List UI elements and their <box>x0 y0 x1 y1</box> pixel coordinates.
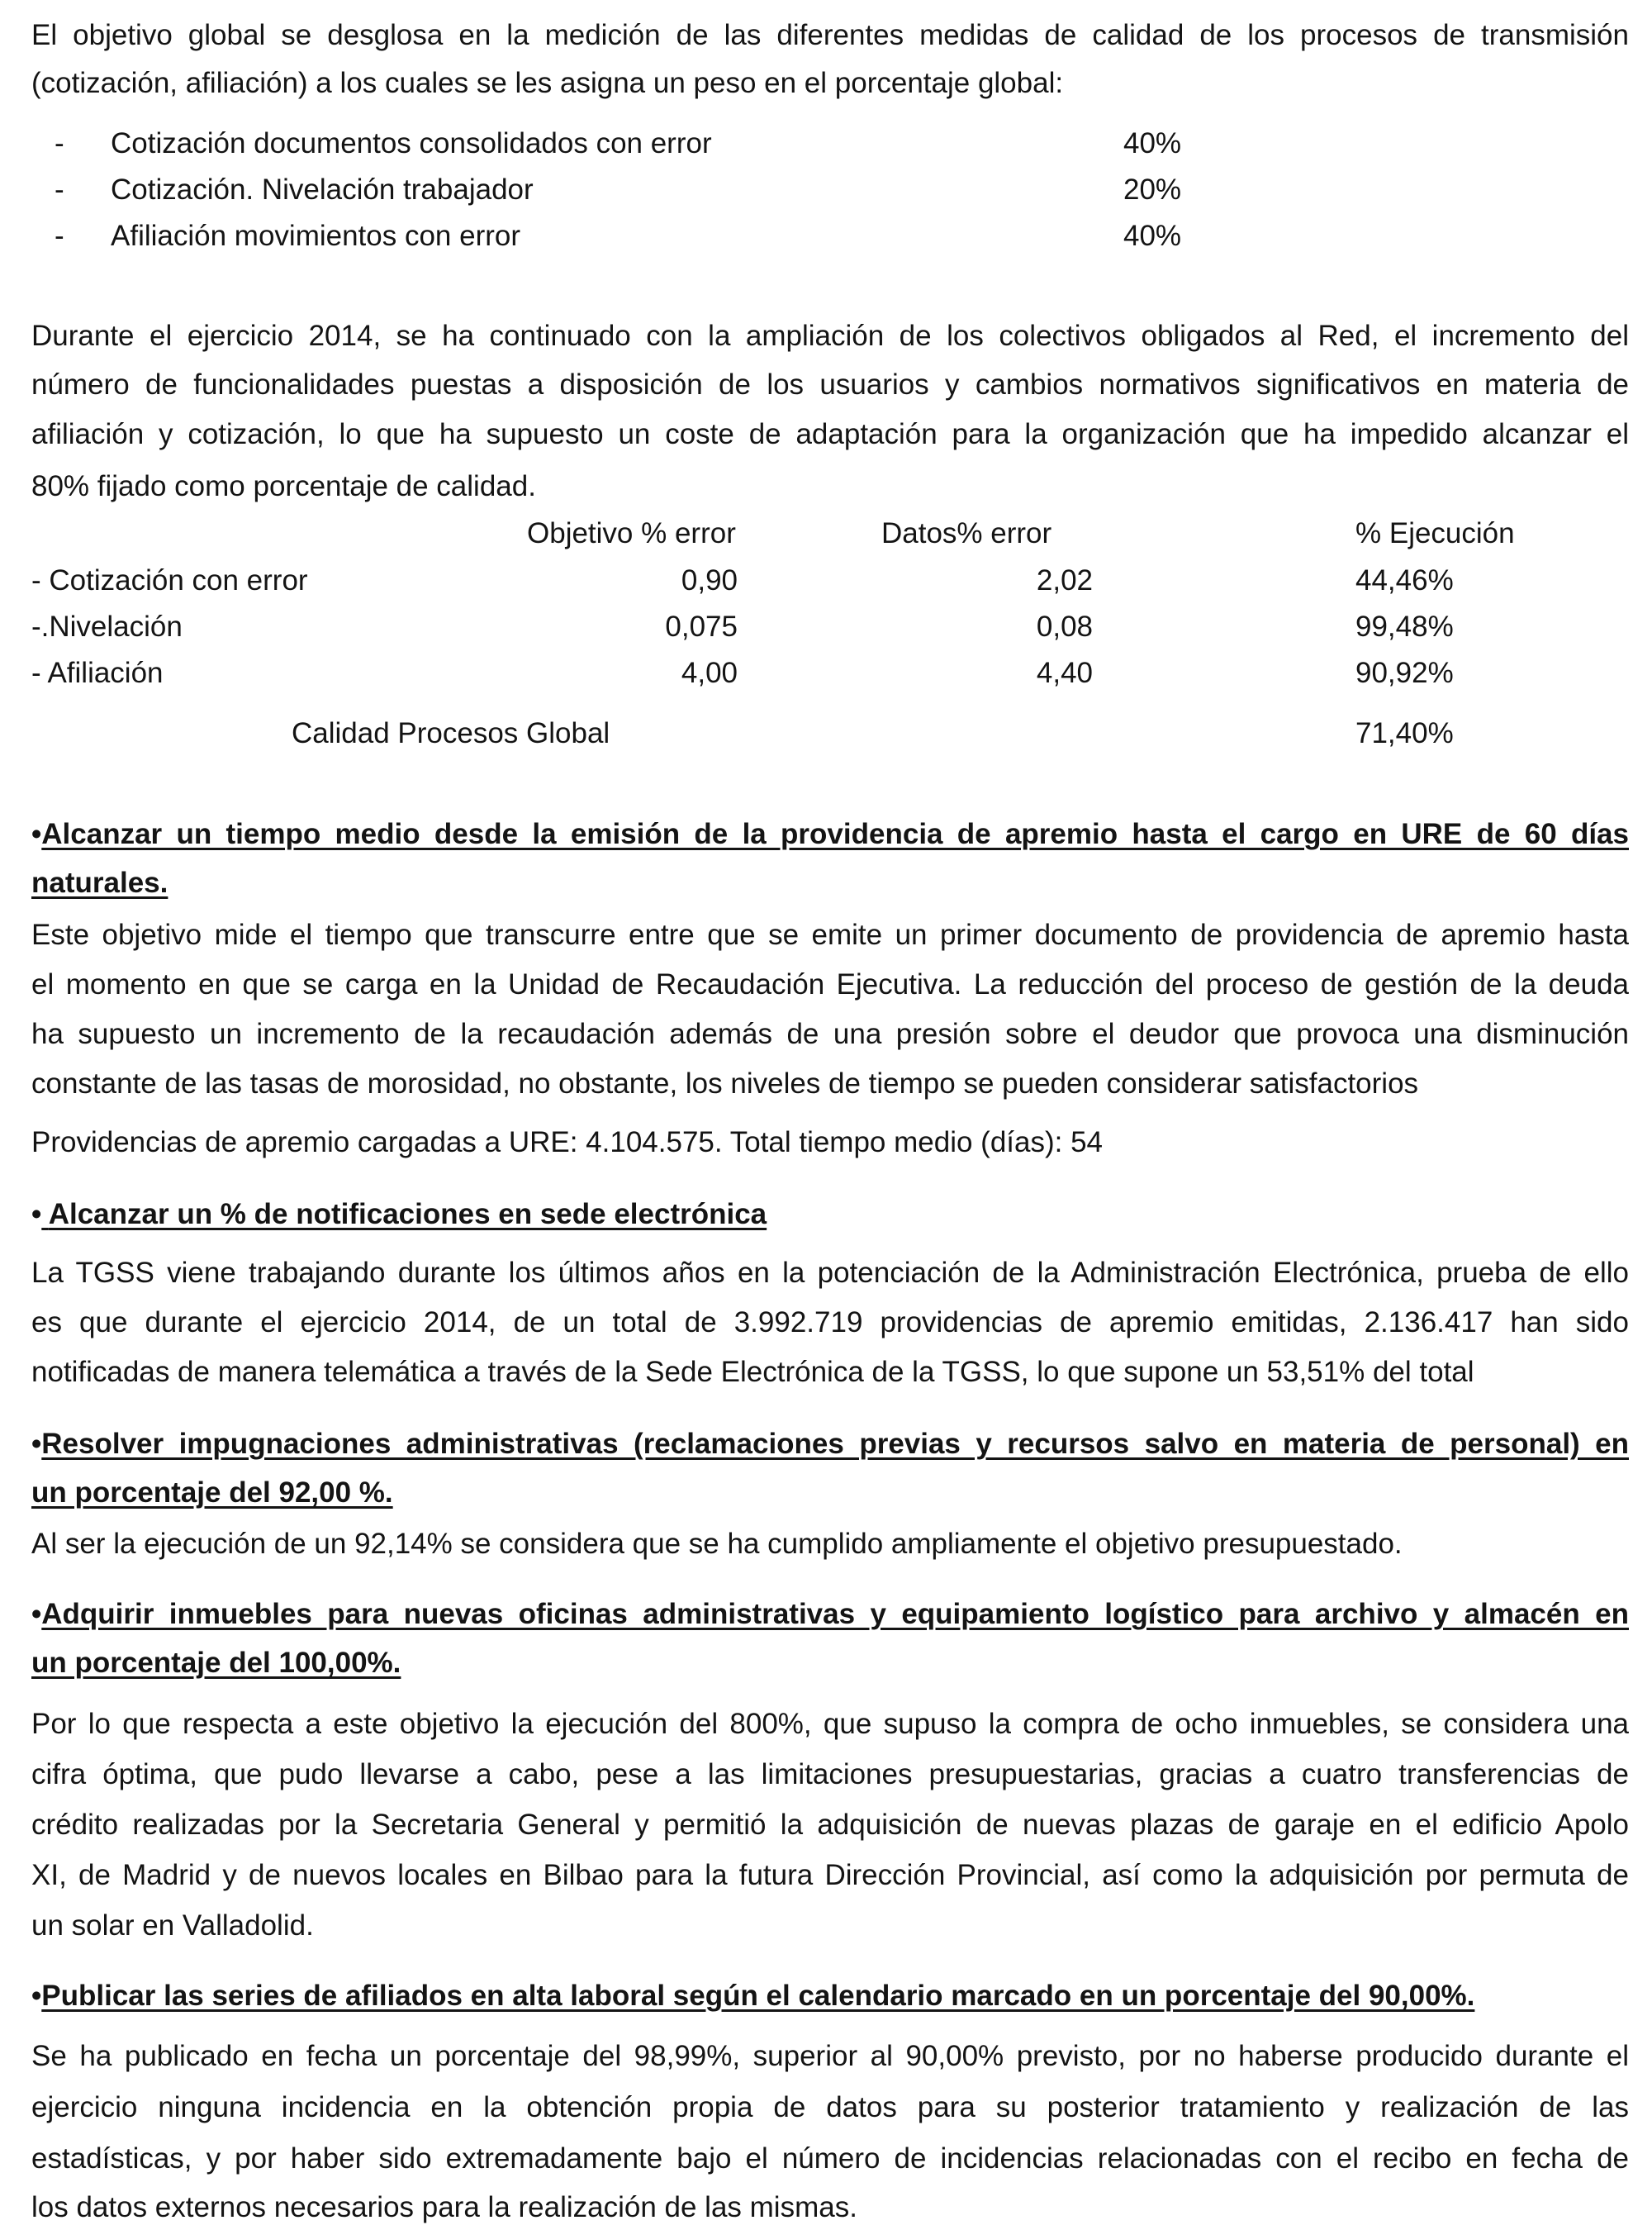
table-row-name: - Cotización con error <box>31 564 308 597</box>
section-heading-series-afiliados <box>31 1979 1629 2013</box>
column-header-objetivo: Objetivo % error <box>527 517 736 549</box>
section-heading-text: Alcanzar un % de notificaciones en sede electrónica <box>48 1198 767 1230</box>
sec1-stat: Providencias de apremio cargadas a URE: 4.104.575. Total tiempo medio (días): 54 <box>31 1126 1104 1158</box>
sec1-line-4: constante de las tasas de morosidad, no obstante, los niveles de tiempo se pueden considerar satisfactorios <box>31 1067 1419 1100</box>
section-heading-text: Publicar las series de afiliados en alta laboral según el calendario marcado en un porcentaje del 90,00%. <box>41 1980 1475 2012</box>
sec5-line-4: los datos externos necesarios para la realización de las mismas. <box>31 2191 857 2223</box>
bullet-icon: • <box>31 1428 42 1460</box>
para2-line-2: número de funcionalidades puestas a disposición de los usuarios y cambios normativos significativos en materia de <box>31 368 1629 401</box>
sec2-line-1: La TGSS viene trabajando durante los últimos años en la potenciación de la Administración Electrónica, prueba de ello <box>31 1257 1629 1289</box>
section-heading-text: Adquirir inmuebles para nuevas oficinas administrativas y equipamiento logístico para archivo y almacén en <box>41 1598 1629 1630</box>
sec4-line-2: cifra óptima, que pudo llevarse a cabo, pese a las limitaciones presupuestarias, gracias a cuatro transferencias de <box>31 1758 1629 1790</box>
column-header-datos: Datos% error <box>881 517 1052 549</box>
weight-percent: 40% <box>1123 127 1182 159</box>
intro-line-1: El objetivo global se desglosa en la medición de las diferentes medidas de calidad de los procesos de transmisión <box>31 19 1629 51</box>
section-heading-continued: naturales. <box>31 867 169 899</box>
sec3-line-1: Al ser la ejecución de un 92,14% se considera que se ha cumplido ampliamente el objetivo presupuestado. <box>31 1528 1403 1560</box>
table-cell-datos: 2,02 <box>1036 564 1093 597</box>
sec1-line-1: Este objetivo mide el tiempo que transcurre entre que se emite un primer documento de providencia de apremio hasta <box>31 919 1629 951</box>
sec5-line-3: estadísticas, y por haber sido extremadamente bajo el número de incidencias relacionadas con el recibo en fecha de <box>31 2142 1629 2175</box>
para2-line-3: afiliación y cotización, lo que ha supuesto un coste de adaptación para la organización que ha impedido alcanzar el <box>31 418 1629 450</box>
section-heading-impugnaciones <box>31 1427 1629 1462</box>
weight-label: Cotización. Nivelación trabajador <box>111 174 534 206</box>
table-cell-objetivo: 4,00 <box>681 657 738 689</box>
sec4-line-4: XI, de Madrid y de nuevos locales en Bilbao para la futura Dirección Provincial, así como la adquisición por permuta de <box>31 1859 1629 1891</box>
sec2-line-2: es que durante el ejercicio 2014, de un total de 3.992.719 providencias de apremio emitidas, 2.136.417 han sido <box>31 1306 1629 1338</box>
table-cell-objetivo: 0,075 <box>665 611 738 643</box>
section-heading-text: Resolver impugnaciones administrativas (reclamaciones previas y recursos salvo en materia de personal) en <box>41 1428 1629 1460</box>
table-cell-datos: 4,40 <box>1036 657 1093 689</box>
section-heading-tiempo-medio <box>31 817 1629 852</box>
weight-percent: 40% <box>1123 220 1182 252</box>
bullet-icon: • <box>31 1980 42 2012</box>
table-cell-ejecucion: 99,48% <box>1355 611 1454 643</box>
dash-marker: - <box>55 127 64 159</box>
table-row-name: -.Nivelación <box>31 611 183 643</box>
weight-label: Cotización documentos consolidados con error <box>111 127 712 159</box>
sec5-line-1: Se ha publicado en fecha un porcentaje del 98,99%, superior al 90,00% previsto, por no haberse producido durante el <box>31 2040 1629 2072</box>
table-row-name: - Afiliación <box>31 657 164 689</box>
table-cell-objetivo: 0,90 <box>681 564 738 597</box>
section-heading-notificaciones <box>31 1197 1629 1232</box>
table-cell-ejecucion: 44,46% <box>1355 564 1454 597</box>
table-total-value: 71,40% <box>1355 717 1454 749</box>
sec4-line-3: crédito realizadas por la Secretaria General y permitió la adquisición de nuevas plazas de garaje en el edificio Apolo <box>31 1809 1629 1841</box>
intro-line-2: (cotización, afiliación) a los cuales se les asigna un peso en el porcentaje global: <box>31 67 1064 99</box>
sec2-line-3: notificadas de manera telemática a través de la Sede Electrónica de la TGSS, lo que supone un 53,51% del total <box>31 1356 1474 1388</box>
section-heading-continued: un porcentaje del 100,00%. <box>31 1647 401 1679</box>
bullet-icon: • <box>31 1198 42 1230</box>
dash-marker: - <box>55 220 64 252</box>
bullet-icon: • <box>31 818 42 850</box>
section-heading-text: Alcanzar un tiempo medio desde la emisión de la providencia de apremio hasta el cargo en URE de 60 días <box>41 818 1629 850</box>
weight-label: Afiliación movimientos con error <box>111 220 521 252</box>
section-heading-continued: un porcentaje del 92,00 %. <box>31 1476 393 1509</box>
sec4-line-5: un solar en Valladolid. <box>31 1909 314 1942</box>
sec4-line-1: Por lo que respecta a este objetivo la ejecución del 800%, que supuso la compra de ocho inmuebles, se considera una <box>31 1708 1629 1740</box>
bullet-icon: • <box>31 1598 42 1630</box>
table-cell-ejecucion: 90,92% <box>1355 657 1454 689</box>
para2-line-4: 80% fijado como porcentaje de calidad. <box>31 470 536 502</box>
sec1-line-3: ha supuesto un incremento de la recaudación además de una presión sobre el deudor que provoca una disminución <box>31 1018 1629 1050</box>
para2-line-1: Durante el ejercicio 2014, se ha continuado con la ampliación de los colectivos obligados al Red, el incremento del <box>31 320 1629 352</box>
sec5-line-2: ejercicio ninguna incidencia en la obtención propia de datos para su posterior tratamiento y realización de las <box>31 2091 1629 2123</box>
section-heading-inmuebles <box>31 1597 1629 1632</box>
table-cell-datos: 0,08 <box>1036 611 1093 643</box>
table-total-label: Calidad Procesos Global <box>292 717 610 749</box>
dash-marker: - <box>55 174 64 206</box>
sec1-line-2: el momento en que se carga en la Unidad de Recaudación Ejecutiva. La reducción del proceso de gestión de la deuda <box>31 968 1629 1001</box>
column-header-ejecucion: % Ejecución <box>1355 517 1515 549</box>
weight-percent: 20% <box>1123 174 1182 206</box>
